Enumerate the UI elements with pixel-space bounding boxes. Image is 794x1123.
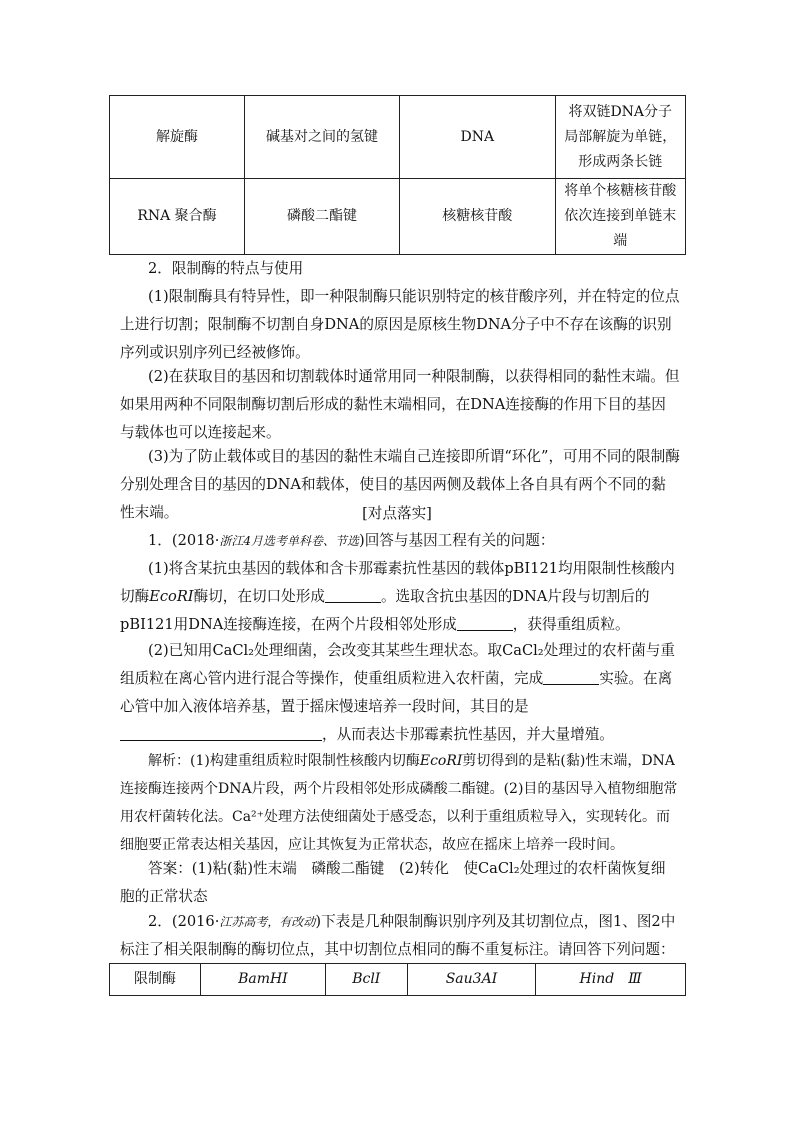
question-source: 浙江4月选考单科卷、节选 <box>219 534 359 548</box>
table-cell: RNA 聚合酶 <box>110 179 245 255</box>
table-cell: 将双链DNA分子局部解旋为单链，形成两条长链 <box>555 96 685 179</box>
paragraph: (2)在获取目的基因和切割载体时通常用同一种限制酶，以获得相同的黏性末端。但如果用两种不同限制酶切割后形成的黏性末端相同，在DNA连接酶的作用下目的基因与载体也可以连接起来。 <box>120 368 680 441</box>
answer-blank[interactable] <box>120 724 322 741</box>
table-cell <box>407 964 536 996</box>
text-run: 酶切，在切口处形成 <box>193 588 325 605</box>
text-run: 剪切得到的是粘(黏)性末端，DNA连接酶连接两个DNA片段，两个片段相邻处形成磷酸二酯键。(2)目的基因导入植物细胞常用农杆菌转化法。Ca²⁺处理方法使细菌处于感受态，以利于重组质粒导入，实现转化。而细胞要正常表达相关基因，应让其恢复为正常状态，故应在摇床上培养一段时间。 <box>120 753 678 853</box>
answer-blank[interactable] <box>325 586 381 603</box>
text-run: ，从而表达卡那霉素抗性基因，并大量增殖。 <box>322 726 614 743</box>
paragraph: (3)为了防止载体或目的基因的黏性末端自己连接即所谓“环化”，可用不同的限制酶分别处理含目的基因的DNA和载体，使目的基因两侧及载体上各自具有两个不同的黏性末端。 <box>120 448 680 521</box>
enzyme-name: EcoRⅠ <box>149 588 194 605</box>
restriction-enzyme-table <box>109 963 686 996</box>
practice-heading: [对点落实] <box>362 505 432 522</box>
table-cell: 磷酸二酯键 <box>245 179 400 255</box>
paragraph: (1)限制酶具有特异性，即一种限制酶只能识别特定的核苷酸序列，并在特定的位点上进行切割；限制酶不切割自身DNA的原因是原核生物DNA分子中不存在该酶的识别序列或识别序列已经被修饰。 <box>120 288 680 361</box>
enzyme-name: Sau3AⅠ <box>445 971 498 987</box>
question-1-stem <box>120 527 680 555</box>
answer-blank[interactable] <box>543 668 599 685</box>
text-run: 解析：(1)构建重组质粒时限制性核酸内切酶 <box>148 753 420 769</box>
enzyme-name: EcoRⅠ <box>419 753 463 769</box>
question-stem: )回答与基因工程有关的问题： <box>359 532 555 549</box>
section-heading: 2．限制酶的特点与使用 <box>148 260 304 277</box>
question-source: 江苏高考，有改动 <box>219 915 316 929</box>
text-run: (1)将含某抗虫基因的载体和含卡那霉素抗性基因的载体pBI121均用限制性核酸内切酶 <box>120 560 675 605</box>
table-row <box>110 964 686 996</box>
answer-blank[interactable] <box>457 614 513 631</box>
table-cell <box>536 964 686 996</box>
text-run: 实验。在离心管中加入液体培养基，置于摇床慢速培养一段时间，其目的是 <box>120 670 673 715</box>
enzyme-name: BclⅠ <box>352 971 381 987</box>
table-cell <box>201 964 326 996</box>
question-stem: )下表是几种限制酶识别序列及其切割位点，图1、图2中标注了相关限制酶的酶切位点，其中切割位点相同的酶不重复标注。请回答下列问题： <box>120 913 676 958</box>
question-2-stem <box>120 908 680 964</box>
text-run: ，获得重组质粒。 <box>512 616 630 633</box>
table-row <box>110 96 686 179</box>
table-cell: 核糖核苷酸 <box>400 179 555 255</box>
question-number: 2．(2016· <box>148 913 220 930</box>
table-header-cell: 限制酶 <box>110 964 201 996</box>
text-run: 。选取含抗虫基因的DNA片段与切割后的pBI121用DNA连接酶连接，在两个片段相邻处形成 <box>120 588 650 633</box>
analysis-paragraph <box>120 747 680 859</box>
table-cell <box>325 964 407 996</box>
question-1-part-1 <box>120 555 680 639</box>
enzyme-table <box>109 95 686 255</box>
answer-paragraph: 答案：(1)粘(黏)性末端 磷酸二酯键 (2)转化 使CaCl₂处理过的农杆菌恢复细胞的正常状态 <box>120 860 666 905</box>
table-cell: DNA <box>400 96 555 179</box>
enzyme-name: BamHⅠ <box>238 971 288 987</box>
text-run: (2)已知用CaCl₂处理细菌，会改变其某些生理状态。取CaCl₂处理过的农杆菌与重组质粒在离心管内进行混合等操作，使重组质粒进入农杆菌，完成 <box>120 642 675 687</box>
table-row <box>110 179 686 255</box>
table-cell: 解旋酶 <box>110 96 245 179</box>
table-cell: 碱基对之间的氢键 <box>245 96 400 179</box>
question-number: 1．(2018· <box>148 532 220 549</box>
table-cell: 将单个核糖核苷酸依次连接到单链末端 <box>555 179 685 255</box>
enzyme-name: Hind Ⅲ <box>579 971 642 987</box>
question-1-part-2 <box>120 637 680 749</box>
